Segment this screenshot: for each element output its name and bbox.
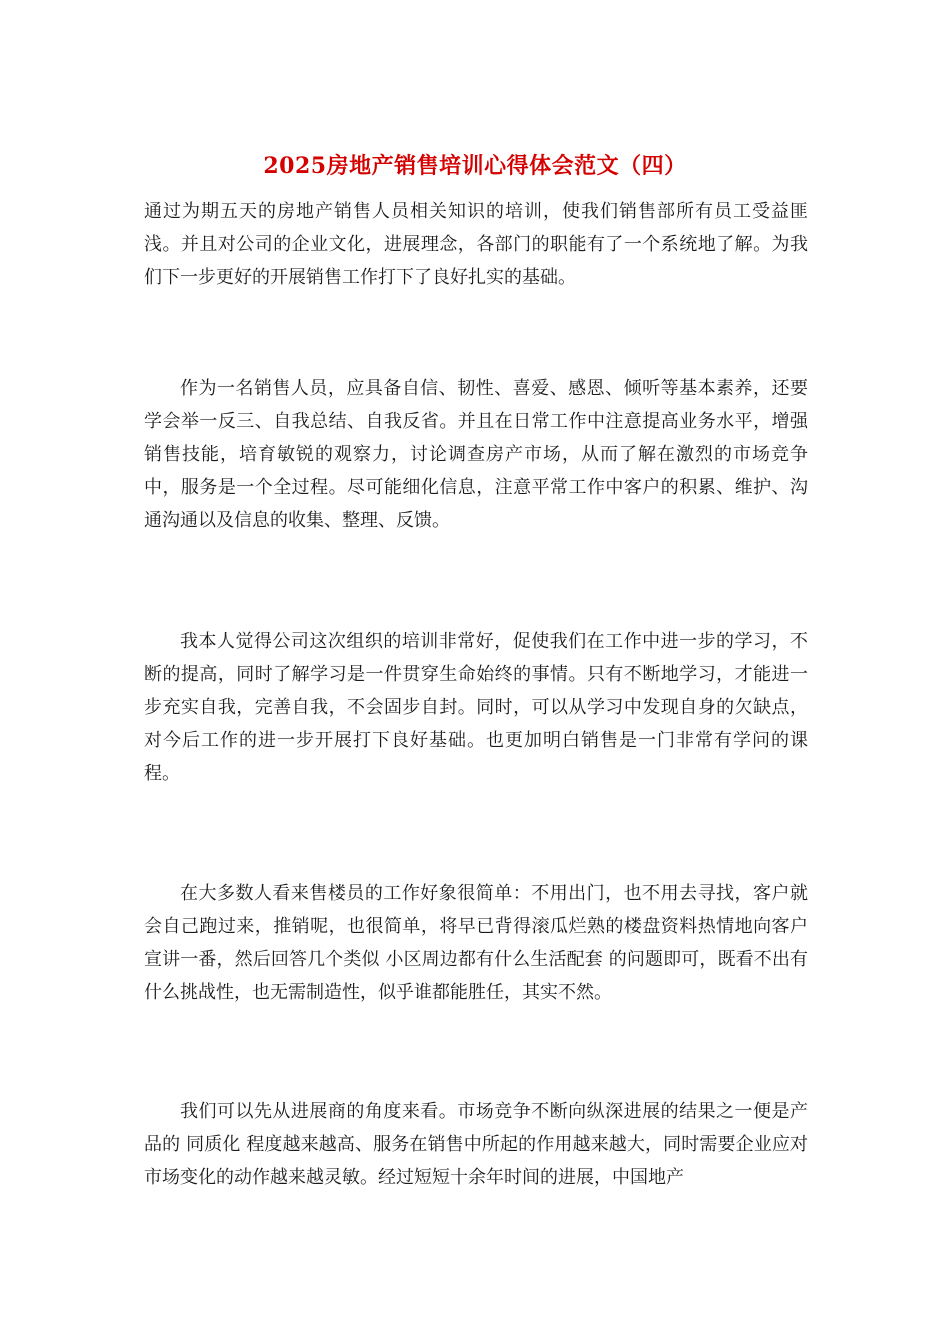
paragraph-2: 作为一名销售人员，应具备自信、韧性、喜爱、感恩、倾听等基本素养，还要学会举一反三、自我总结、自我反省。并且在日常工作中注意提高业务水平，增强销售技能，培育敏锐的观察力，讨论调查房产市场，从而了解在激烈的市场竞争中，服务是一个全过程。尽可能细化信息，注意平常工作中客户的积累、维护、沟通沟通以及信息的收集、整理、反馈。 <box>144 378 808 531</box>
paragraph-5: 我们可以先从进展商的角度来看。市场竞争不断向纵深进展的结果之一便是产品的 同质化 程度越来越高、服务在销售中所起的作用越来越大，同时需要企业应对市场变化的动作越来越灵敏。经过短短十余年时间的进展，中国地产 <box>144 1101 808 1188</box>
document-title: 2025房地产销售培训心得体会范文（四） <box>263 153 687 179</box>
paragraph-4: 在大多数人看来售楼员的工作好象很简单：不用出门，也不用去寻找，客户就会自己跑过来，推销呢，也很简单，将早已背得滚瓜烂熟的楼盘资料热情地向客户宣讲一番，然后回答几个类似 小区周边都有什么生活配套 的问题即可，既看不出有什么挑战性，也无需制造性，似乎谁都能胜任，其实不然。 <box>144 883 808 1003</box>
paragraph-1: 通过为期五天的房地产销售人员相关知识的培训，使我们销售部所有员工受益匪浅。并且对公司的企业文化，进展理念，各部门的职能有了一个系统地了解。为我们下一步更好的开展销售工作打下了良好扎实的基础。 <box>144 201 808 288</box>
paragraph-3: 我本人觉得公司这次组织的培训非常好，促使我们在工作中进一步的学习，不断的提高，同时了解学习是一件贯穿生命始终的事情。只有不断地学习，才能进一步充实自我，完善自我，不会固步自封。同时，可以从学习中发现自身的欠缺点，对今后工作的进一步开展打下良好基础。也更加明白销售是一门非常有学问的课程。 <box>144 631 808 784</box>
